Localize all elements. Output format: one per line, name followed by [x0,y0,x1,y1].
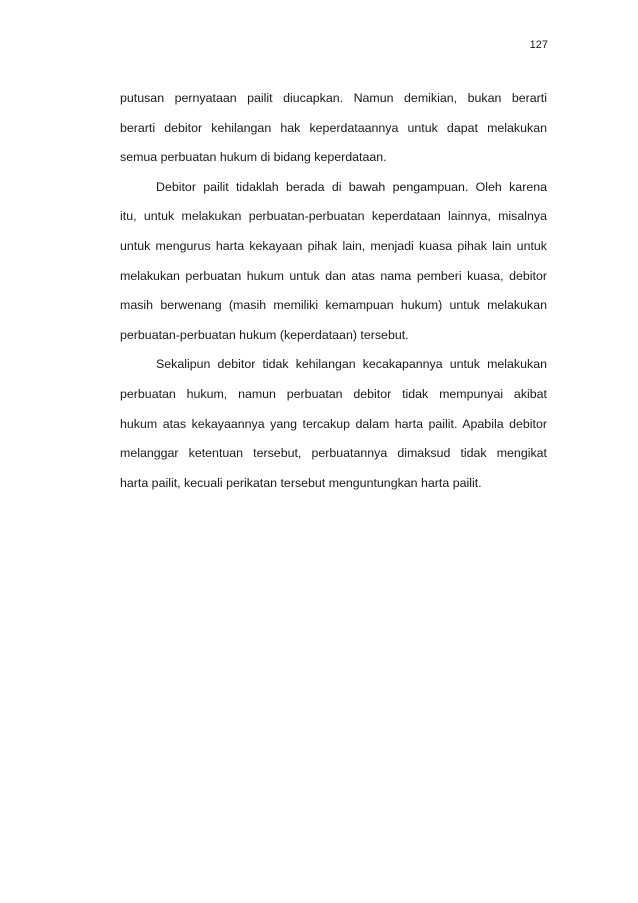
text-line: Sekalipun debitor tidak kehilangan kecakapannya untuk melakukan [156,357,547,372]
page-number: 127 [529,39,548,51]
text-line: itu, untuk melakukan perbuatan-perbuatan keperdataan lainnya, misalnya [120,209,547,224]
text-line: Debitor pailit tidaklah berada di bawah pengampuan. Oleh karena [156,179,547,194]
text-line: semua perbuatan hukum di bidang keperdataan. [120,150,387,165]
text-line: masih berwenang (masih memiliki kemampuan hukum) untuk melakukan [120,298,547,313]
text-line: hukum atas kekayaannya yang tercakup dalam harta pailit. Apabila debitor [120,416,547,431]
text-line: melakukan perbuatan hukum untuk dan atas nama pemberi kuasa, debitor [120,268,547,283]
paragraph-2 [120,173,547,351]
text-line: perbuatan-perbuatan hukum (keperdataan) tersebut. [120,327,409,342]
text-line: untuk mengurus harta kekayaan pihak lain, menjadi kuasa pihak lain untuk [120,238,547,253]
text-line: harta pailit, kecuali perikatan tersebut menguntungkan harta pailit. [120,475,482,490]
body-text [120,84,547,498]
text-line: perbuatan hukum, namun perbuatan debitor tidak mempunyai akibat [120,386,547,401]
text-line: putusan pernyataan pailit diucapkan. Namun demikian, bukan berarti [120,91,547,105]
paragraph-1 [120,84,547,173]
text-line: melanggar ketentuan tersebut, perbuatannya dimaksud tidak mengikat [120,446,547,461]
paragraph-3 [120,350,547,498]
text-line: berarti debitor kehilangan hak keperdataannya untuk dapat melakukan [120,120,547,135]
